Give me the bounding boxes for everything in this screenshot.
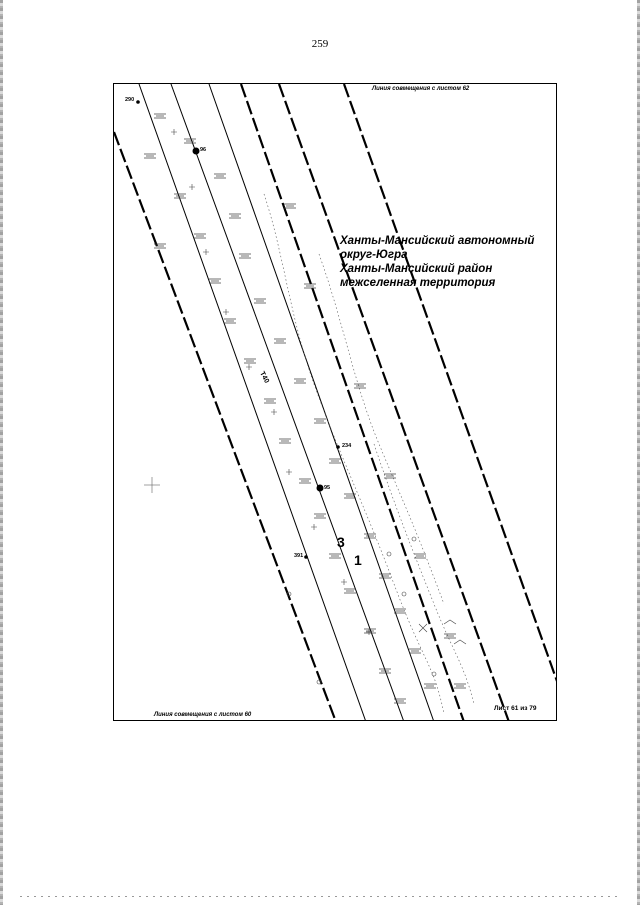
region-title-line-3: Ханты-Мансийский район — [340, 263, 493, 275]
region-title-line-2: округ-Югра — [340, 249, 408, 261]
outer-boundary-lines — [114, 84, 557, 721]
region-title-line-1: Ханты-Мансийский автономный — [340, 235, 535, 247]
point-96-label: 96 — [200, 147, 207, 153]
scan-edge-bottom — [20, 896, 620, 897]
area-number-1: 1 — [354, 552, 362, 568]
corridor-lines — [139, 84, 434, 721]
point-95-marker — [317, 485, 324, 492]
point-290-label: 290 — [125, 97, 135, 103]
point-95-label: 95 — [324, 485, 331, 491]
crosshair-mark — [144, 477, 160, 493]
region-title — [340, 234, 534, 290]
sheet-label: Лист 61 из 79 — [494, 705, 537, 712]
point-96-marker — [193, 148, 200, 155]
point-234-label: 234 — [342, 443, 352, 449]
region-title-line-4: межселенная территория — [340, 277, 496, 289]
map-frame — [113, 83, 557, 721]
point-391-label: 391 — [294, 553, 304, 559]
link-line-bottom: Линия совмещения с листом 60 — [154, 712, 252, 718]
map-canvas — [114, 84, 557, 721]
route-label: Т40 — [258, 370, 270, 385]
link-line-top: Линия совмещения с листом 62 — [372, 86, 470, 92]
marsh-symbols — [144, 114, 486, 721]
page-number: 259 — [311, 38, 329, 50]
scan-edge-left — [0, 0, 3, 905]
area-number-3: 3 — [337, 534, 345, 550]
